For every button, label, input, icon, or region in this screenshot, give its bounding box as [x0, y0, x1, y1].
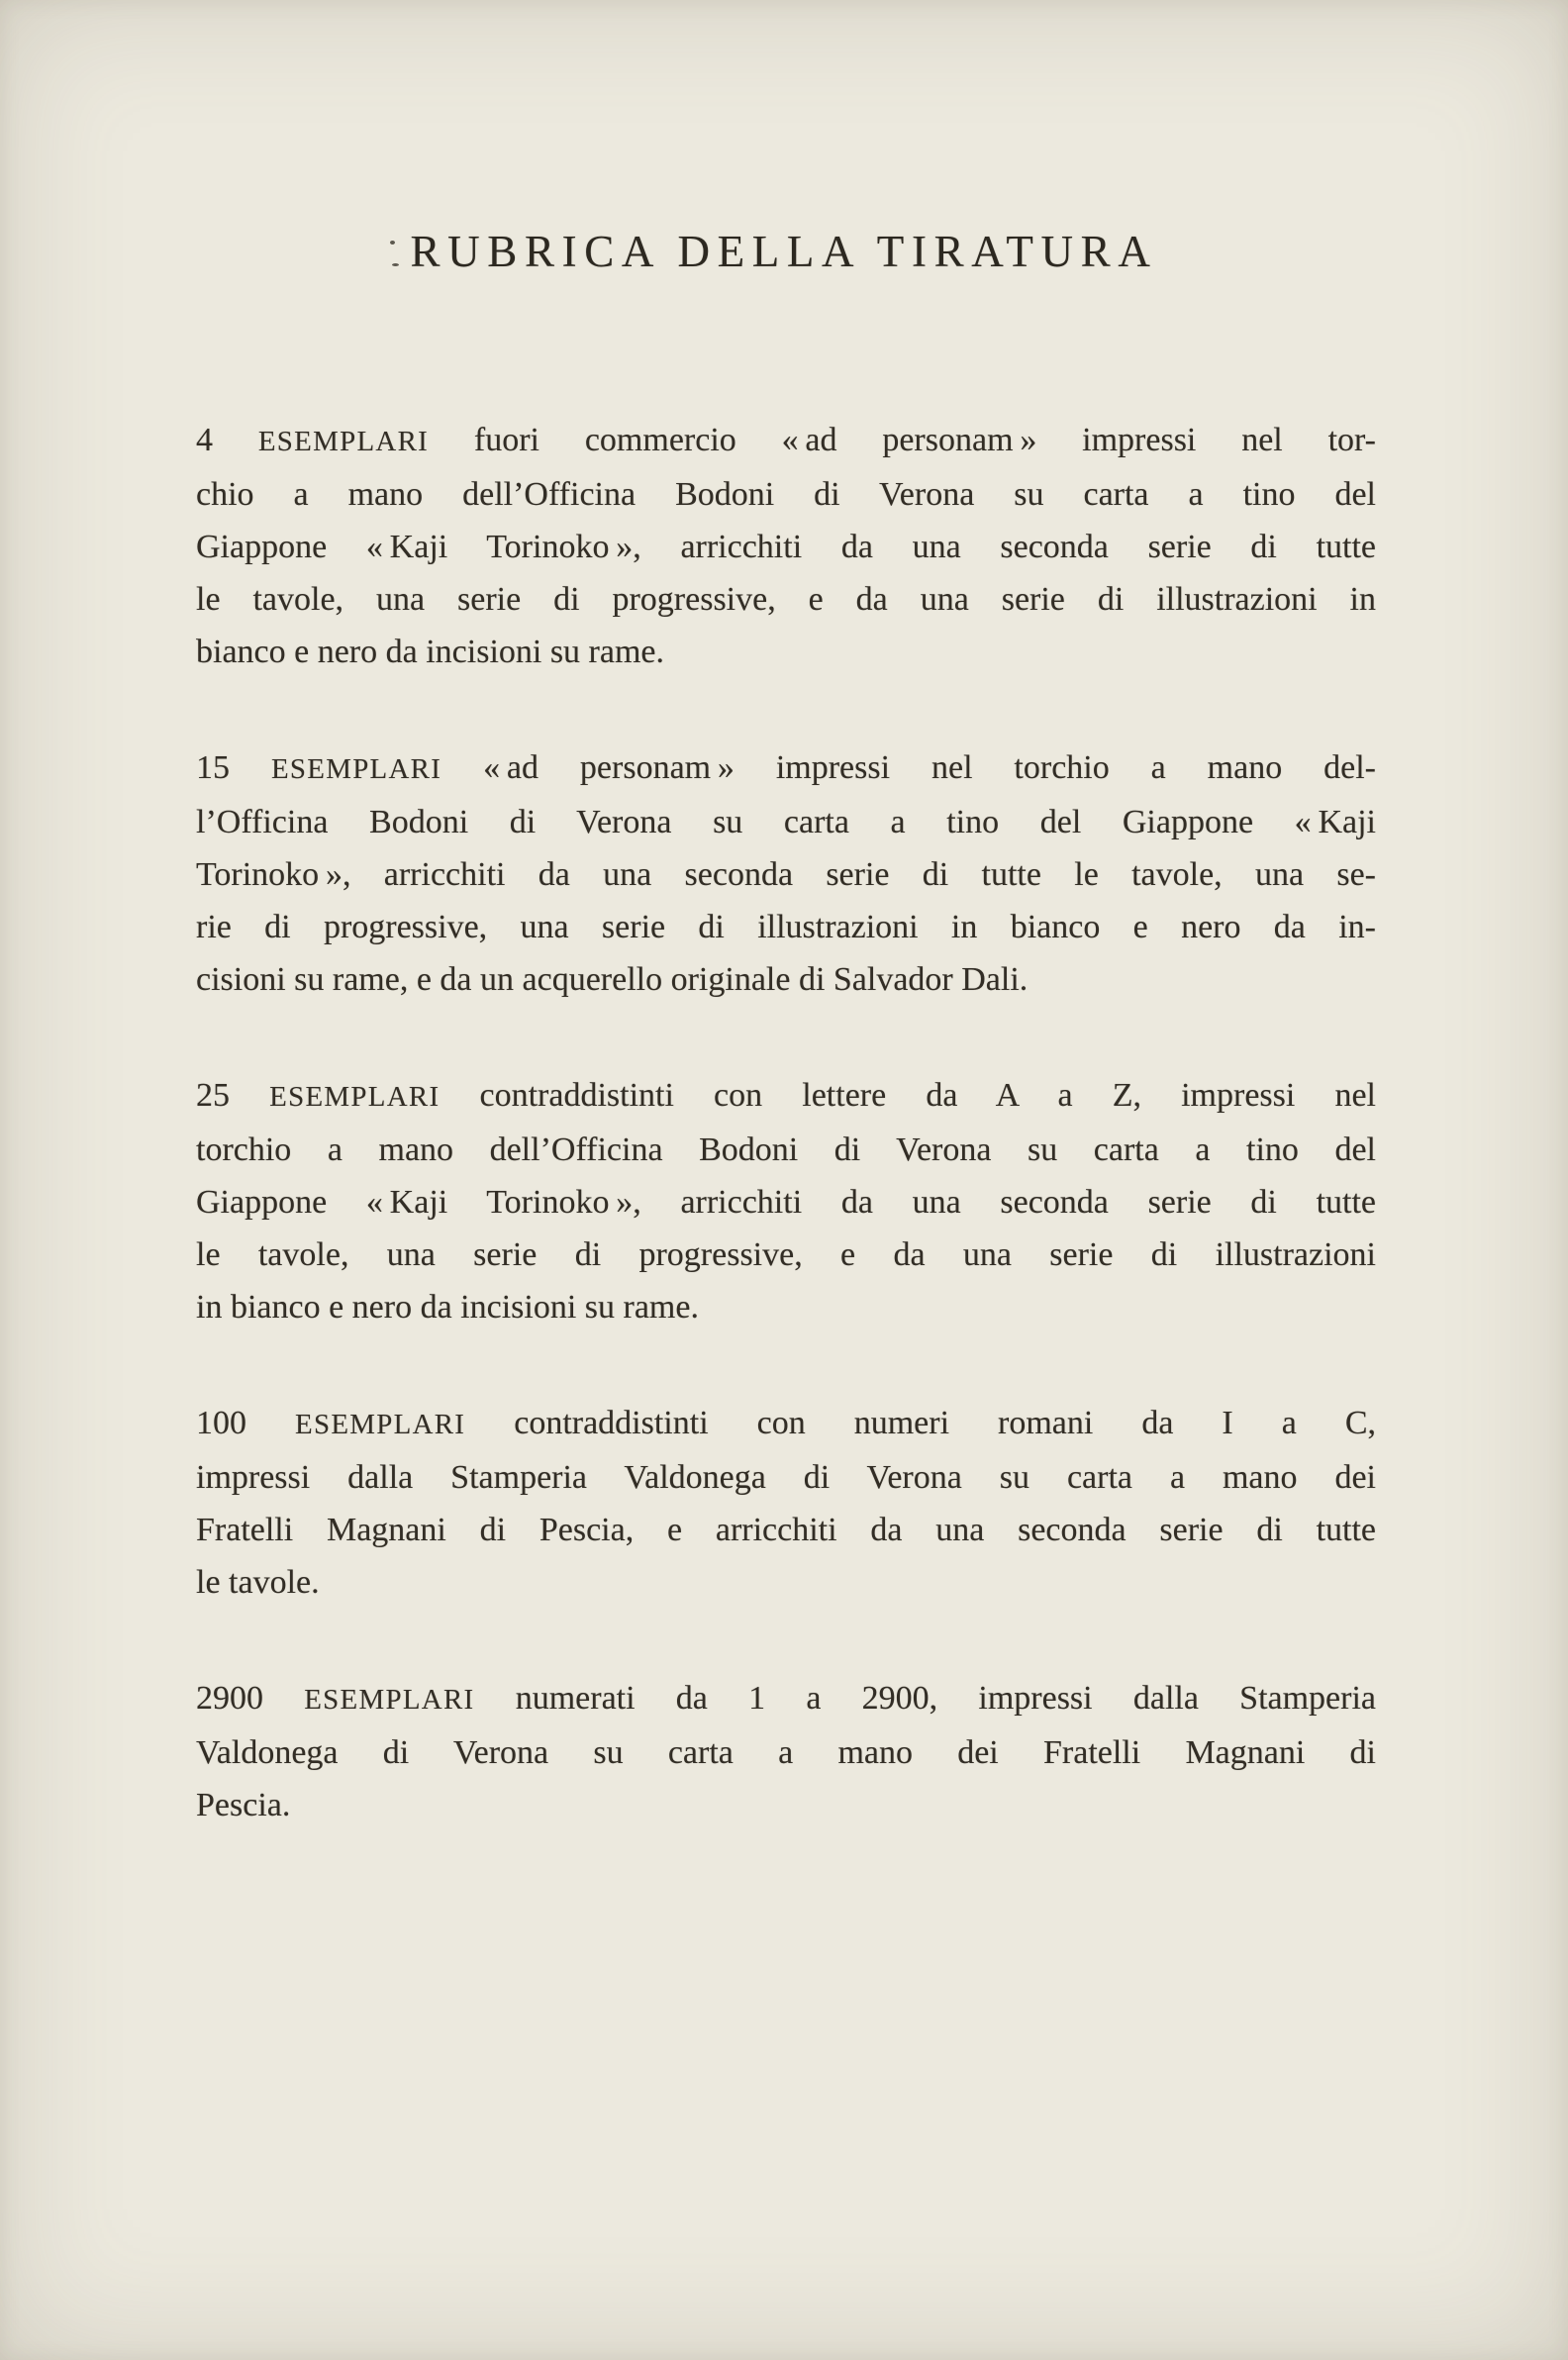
paragraph-line: bianco e nero da incisioni su rame.: [196, 634, 665, 670]
text-block: [196, 414, 1376, 1895]
paragraph-line: 15 ESEMPLARI « ad personam » impressi nel torchio a mano del-: [196, 749, 1377, 786]
paragraph: [196, 1397, 1376, 1609]
esemplari-smallcaps: ESEMPLARI: [257, 426, 430, 457]
paragraph-line: rie di progressive, una serie di illustrazioni in bianco e nero da in-: [196, 909, 1376, 945]
esemplari-smallcaps: ESEMPLARI: [269, 1081, 441, 1113]
paragraph-line: Giappone « Kaji Torinoko », arricchiti da una seconda serie di tutte: [196, 529, 1376, 565]
esemplari-smallcaps: ESEMPLARI: [304, 1684, 475, 1716]
paragraph: [196, 414, 1376, 678]
paragraph-line: Fratelli Magnani di Pescia, e arricchiti da una seconda serie di tutte: [196, 1512, 1376, 1548]
paragraph: [196, 1069, 1376, 1333]
paragraph-line: Giappone « Kaji Torinoko », arricchiti da una seconda serie di tutte: [196, 1184, 1376, 1221]
paragraph-line: in bianco e nero da incisioni su rame.: [196, 1289, 699, 1326]
page-title: RUBRICA DELLA TIRATURA: [410, 227, 1158, 276]
paragraph-line: le tavole, una serie di progressive, e da una serie di illustrazioni in: [196, 581, 1376, 618]
paragraph-line: 25 ESEMPLARI contraddistinti con lettere da A a Z, impressi nel: [196, 1077, 1376, 1114]
paragraph-line: l’Officina Bodoni di Verona su carta a tino del Giappone « Kaji: [196, 804, 1376, 840]
paragraph-line: 2900 ESEMPLARI numerati da 1 a 2900, impressi dalla Stamperia: [196, 1680, 1376, 1717]
paragraph-line: 4 ESEMPLARI fuori commercio « ad personam » impressi nel tor-: [196, 422, 1377, 458]
paragraph-line: Torinoko », arricchiti da una seconda serie di tutte le tavole, una se-: [196, 856, 1376, 893]
paragraph-line: impressi dalla Stamperia Valdonega di Verona su carta a mano dei: [196, 1459, 1376, 1496]
paragraph-line: torchio a mano dell’Officina Bodoni di Verona su carta a tino del: [196, 1131, 1376, 1168]
scan-speck: [392, 263, 399, 266]
paragraph: [196, 741, 1376, 1006]
paragraph-line: cisioni su rame, e da un acquerello originale di Salvador Dali.: [196, 961, 1029, 998]
paragraph-line: Valdonega di Verona su carta a mano dei Fratelli Magnani di: [196, 1734, 1376, 1771]
scan-speck: [390, 241, 395, 245]
paragraph-line: 100 ESEMPLARI contraddistinti con numeri romani da I a C,: [196, 1405, 1377, 1441]
paragraph-line: le tavole.: [196, 1564, 320, 1601]
paragraph-line: Pescia.: [196, 1787, 291, 1823]
esemplari-smallcaps: ESEMPLARI: [270, 753, 442, 785]
paragraph-line: le tavole, una serie di progressive, e da una serie di illustrazioni: [196, 1236, 1376, 1273]
esemplari-smallcaps: ESEMPLARI: [295, 1409, 466, 1440]
paragraph-line: chio a mano dell’Officina Bodoni di Verona su carta a tino del: [196, 476, 1376, 513]
paragraph: [196, 1672, 1376, 1831]
